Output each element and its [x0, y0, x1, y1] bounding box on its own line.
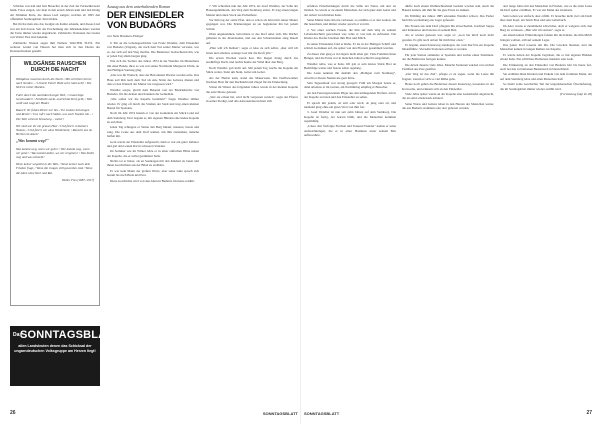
page-fold — [300, 0, 301, 424]
article-paragraph: An den Feiertagen kamen Pilger aus den umliegenden Dörfern, um in der Kapelle zu beten und den Einsiedler zu sehen. — [304, 90, 396, 100]
page-number-left: 26 — [10, 410, 16, 416]
article-paragraph: dürfte nach einem Weihnachtsabend beendet worden sein. Auch die Bauern kamen, um ihm für die gute Ernte zu danken. — [402, 4, 494, 13]
poem-stanza: Rausch' ihr fahlen Heere nur hin, / Ihr stolzen Schwingen und Reiter! / Uns ruft's nach Süden, uns nach Norden hin – / Die Welt wird ein Kreuzweg – weiter! — [16, 108, 94, 121]
article-paragraph: 2. Vor einer solchen Freude, die ihm auf dem Weg zu seinem Lebensabschnitt gewachsen war, lebte er von nun an zufrieden. Die Kinder des Dorfes brachten ihm Brot und Milch. — [304, 27, 396, 41]
article-paragraph: Für jede Station sammelte er Spenden und suchte einen Steinmetz, der die Bildstöcke fertigen konnte. — [402, 52, 494, 62]
article-paragraph: Er wurde neben der Kapelle begraben, die er mit eigenen Händen erbaut hatte. Ein schlichtes Holzkreuz markiert sein Grab. — [500, 52, 592, 62]
article-paragraph: Die Frauen aus dem Dorf pflegten ihn abwechselnd, brachten Suppe und Kräutertee und beteten an seinem Bett. — [402, 23, 494, 32]
article-paragraph: Doch Wendler gab nicht auf. Mit jedem Tag wuchs die Kapelle ein Stück weiter, Stein um Stein, Gebet um Gebet. — [206, 65, 298, 75]
article-headline: DER EINSIEDLER VON BUDAÖRS — [107, 10, 184, 31]
article-paragraph: 7. Wir schreiben nun das Jahr 1874, als Josef Wendler, der Sohn der Hauseigentümerin, den Weg zum Steinberg antrat. Er trug einen langen Mantel und einen Stock aus Eichenholz. — [206, 4, 298, 17]
article-paragraph: Sein Tagesablauf war streng geregelt: Früh am Morgen betete er, dann arbeitete er im Garten, am Nachmittag empfing er Besucher. — [304, 81, 396, 90]
left-column-3 — [206, 4, 298, 404]
right-column-1 — [304, 4, 396, 404]
sonntagsblatt-logo-box — [10, 326, 120, 386]
logo-name: SONNTAGSBLATT — [20, 329, 120, 341]
article-paragraph: Er begann, einen Kreuzweg anzulegen, der vom Dorf bis zur Kapelle hinaufführte. Vierzehn Stationen sollten es werden. — [402, 43, 494, 52]
article-paragraph: dort lange Jahre mit den Menschen in Frieden, wie es die alten Leute im Dorf später erzählten. Er war ein Mann des Glaubens. — [500, 4, 592, 13]
article-paragraph: Die Leute nannten ihn deshalb den „Heiligen vom Steinberg", obwohl er diesen Namen nie gern hörte. — [304, 71, 396, 80]
poem-refrain: „Was kommt weg?" — [16, 138, 49, 144]
article-paragraph: Nichts tat er lieber, als an Sonntagen mit den Kindern zu beten und ihnen Geschichten aus der Bibel zu erzählen. — [107, 159, 199, 168]
article-paragraph: „Das war ihr Wunsch, dass der Bub einmal Priester werden solle. Das Haus soll ihm nach dem Tod als eine Stätte des Gebetes dienen und dass er den Wunsch der Mutter nie vergessen wird." — [107, 73, 199, 87]
article-paragraph: Die Arbeit dauerte viele Jahre. Manche Stationen wurden von reichen Familien aus Pest gestiftet. — [402, 62, 494, 71]
left-footer — [10, 410, 298, 420]
article-paragraph: Er war kein Mann der großen Worte, aber seine Güte sprach sich herum bis nach Buda und Pest. — [107, 168, 199, 178]
right-column-2 — [402, 4, 494, 404]
article-paragraph: Zu dieser Zeit ging es in Ungarn nicht allen gut. Viele Familien litten Hunger, und die Ernte war in manchen Jahren schlecht ausgefallen. — [304, 51, 396, 61]
footer-brand-right: SONNTAGSBLATT — [304, 410, 340, 416]
right-page — [304, 4, 592, 408]
article-paragraph: Viele Jahre später wurde an der Kapelle eine Gedenktafel angebracht, die an sein Lebenswerk erinnert. — [402, 92, 494, 101]
right-footer — [304, 410, 592, 420]
poem-title: WILDGÄNSE RAUSCHEN DURCH DIE NACHT — [23, 61, 87, 73]
poem-body — [16, 77, 94, 182]
article-paragraph: Noch im Jahr 1874 bekam er von der Gemeinde ein Stück Land auf dem Steinberg. Dort begann er, mit eigenen Händen eine kleine Kapelle zu errichten. — [107, 111, 199, 124]
intro-paragraph: Schickte von nah und fern Besucher in der Zeit der Fernsehkrawatt heim. Fotos zeigen, wie man in den ersten Jahren kam und den Klang der Stimmen hörte, die dieses Lied sangen, welches ab 1995 den offiziellen Sonntagsblatt-Text bildete. — [10, 4, 100, 21]
article-paragraph: Sie erzählen ihren Kindern und Enkeln von dem frommen Mann, der auf dem Steinberg lebte und allen Menschen half. — [500, 72, 592, 81]
article-paragraph: Wendler sorgte, gleich dem Beispiel von der Bezirkskirche von Budaörs, für die Armen und Kranken der Gemeinde. — [107, 87, 199, 96]
article-kicker: Auszug aus dem unterhaltenden Roman — [107, 4, 171, 9]
left-column-2 — [107, 4, 199, 404]
article-paragraph: Sein Leben war einfach, aber erfüllt. Er brauchte nicht viel: ein Dach über dem Kopf, ein Stück Brot und sein Gebetbuch. — [500, 13, 592, 23]
right-column-text — [500, 4, 592, 96]
left-column-1 — [10, 4, 120, 404]
article-paragraph: In seiner Einsiedelei fand er Ruhe. Er las in der Heiligen Schrift und schrieb Gedanken auf, die später von den Pfarrern gesammelt wurden. — [304, 41, 396, 51]
logo-subtitle: allen Landsleuten denen das Schicksal der ungarndeutschen Volksgruppe am Herzen liegt! — [14, 344, 96, 353]
intro-paragraph: Zahlreiche Weisen sagen ihm Namen: WALTER FLEX. Ein weiterer Grund von Herzen hat man sich in den Dienst der Donauschwaben gestellt. — [10, 40, 100, 54]
article-paragraph: Wendler teilte, was er hatte. Oft gab er sein letztes Stück Brot an Bedürftige weiter und fastete selbst tagelang. — [304, 61, 396, 70]
article-paragraph: 6. Ein an die Lebensgeschichte von Franz Wendler, dem Einsiedler von Budaörs (Ungarn), der nach dem Tod seiner Mutter verwaist, war es, der sich auf den Weg machte. Die Budaörser beobachteten ihn, wie er jeden Tag allein bergan ging. — [107, 41, 199, 58]
article-paragraph: Vor ihm lag der steile Pfad, den er schon als Kind mit seiner Mutter gegangen war. Die Erinnerungen an sie begleiteten ihn bei jedem Schritt. — [206, 18, 298, 31]
left-page — [10, 4, 298, 408]
article-paragraph: Im Sommer wie im Winter lebte er in einer einfachen Hütte neben der Kapelle, die er selbst gezimmert hatte. — [107, 149, 199, 158]
poem-stanza: Wildgänse rauschen durch die Nacht / Mit schrillem Schrei nach Norden – / Unstete Fahrt! Habt acht, habt acht! / Die Welt ist voller Morden. — [16, 77, 92, 90]
article-paragraph: 3. Josef Wendler ist nun seit zehn Jahren auf dem Steinberg. Die Kapelle ist fertig, der Garten blüht, und die Menschen kommen regelmäßig. — [304, 110, 396, 123]
right-column-3 — [500, 4, 592, 404]
article-paragraph: „Wer sie erbaut hat, wird nicht vergessen werden", sagte der Pfarrer in seiner Predigt, und alle Anwesenden nickten still. — [206, 95, 298, 104]
footer-brand-left: SONNTAGSBLATT — [262, 410, 298, 416]
article-paragraph: Heute noch gehen die Budaörser diesen Kreuzweg, besonders in der Karwoche, und erinnern sich an den Einsiedler. — [402, 82, 494, 91]
article-byline: von Nelu Bradean-Ebinger — [107, 34, 144, 38]
right-column-text — [304, 4, 396, 137]
intro-paragraph: Bei ihr hat man also das Liedgut als Kultur erkannt, und dieses Lied war ein Teil davon. Seit der Erscheinung des Jahreskalenders werden die Texte immer wieder abgedruckt. Zahlreiche Versionen des Liedes von Walter Fiez sind bekannt. — [10, 22, 100, 40]
poem-stanza: Fahrt durch die nachtdurchwogte Welt, / Graureisige Geschwader! / Fahlhelle zuckt, und Schlachtruf gellt, / Weit wallt und wogt der Hader. — [16, 92, 93, 106]
article-paragraph: Er sprach mit jedem, ob arm oder reich, ob jung oder alt, und niemand ging ohne ein gutes Wort von ihm fort. — [304, 100, 396, 109]
right-column-text — [402, 4, 494, 110]
poem-stanza: Was kommt weg, wenn wir gehn? / Wer kommt weg, wenn wir gehn? / Was kommt dahin, wo wir vergehen? / Was bleibt weg und was entsteht? — [16, 146, 94, 160]
article-body — [107, 41, 199, 183]
article-paragraph: Im Frühling des Jahres 1885 erkrankte Wendler schwer. Das Fieber hielt ihn wochenlang ans Lager gefesselt. — [402, 13, 494, 23]
article-paragraph: „Hier will ich bleiben", sagte er leise zu sich selbst, „hier will ich beten und arbeiten, solange Gott mir die Kraft gibt." — [206, 46, 298, 55]
article-paragraph: An einem kalten Wintermorgen fanden ihn die Kinder, die ihm Milch bringen wollten, still auf seinem Lager. — [500, 33, 592, 42]
article-paragraph: Seine Worte und Gebete leben in den Herzen der Menschen weiter, die aus Budaörs stammen oder dort geboren wurden. — [402, 101, 494, 111]
article-paragraph: Diese Geschichte wird von den Alten in Budaörs bis heute erzählt. — [110, 178, 195, 183]
article-paragraph: So bleibt seine Geschichte Teil der ungarndeutschen Überlieferung, die im Sonntagsblatt immer wieder erzählt wird. — [500, 82, 592, 91]
article-paragraph: Jeden Tag schleppte er Steine den Berg hinauf, mauerte, betete und sang. Die Leute aus dem Dorf kamen, um ihm zuzusehen, manche halfen mit. — [107, 125, 199, 139]
article-paragraph: Als der Herbst kam, stand das Mauerwerk. Die Dorfbewohner brachten Holz für den Dachstuhl und Ziegel für die Eindeckung. — [206, 75, 298, 84]
article-paragraph: erfahren Entscheidungen durch die Stille der Natur, um dort zu bleiben. So wurde er zu einem Menschen, der sich ganz dem Gebet und der Arbeit verschrieben hatte. — [304, 4, 396, 17]
intro-text — [10, 4, 100, 54]
article-paragraph: Oben angekommen, betrachtete er das Dorf unter sich. Die Dächer glänzten in der Abendsonne, und aus den Schornsteinen stieg Rauch auf. — [206, 32, 298, 45]
article-paragraph: „Wie sollen wir die Kapelle bezahlen?" fragte Wendler immer wieder. Er ging oft durch die Straßen der Stadt und trug einen kleinen Beutel für Spenden. — [107, 97, 199, 110]
article-body-continued — [206, 4, 298, 104]
article-paragraph: Seine Mutter hatte ihn nie verlassen, so erzählte er es den Leuten, die ihn besuchten, und immer wieder sprach er von ihr. — [304, 18, 396, 27]
article-paragraph: Die ersten Wochen waren hart. Der Regen drang durch das notdürftige Dach, und nachts heulte der Wind über den Berg. — [206, 56, 298, 65]
article-paragraph: Gern wurde der Einsiedler aufgesucht, denn er war ein guter Zuhörer und gab den Leuten Rat in schweren Stunden. — [107, 139, 199, 148]
article-paragraph: „Der Weg ist das Ziel", pflegte er zu sagen, wenn die Leute ihn fragten, warum er sich so viel Mühe gebe. — [402, 72, 494, 81]
article-paragraph: Schon im Winter des folgenden Jahres wurde in der kleinen Kapelle die erste Messe gelesen. — [206, 85, 298, 94]
article-paragraph: „Unser drei Verfolgte Furchen und Tausend Wunder" nannte er seine Aufzeichnungen, die er in einer Holzkiste unter seinem Bett aufbewahrte. — [304, 124, 396, 138]
continuation-note: (Fortsetzung folgt im 28) — [560, 92, 592, 97]
page-number-right: 27 — [586, 410, 592, 416]
article-paragraph: Die Erinnerung an den Einsiedler von Budaörs lebt bis heute fort, auch bei den vertriebenen Budaörsern in Deutschland. — [500, 62, 592, 71]
logo-das: Das — [13, 332, 23, 338]
article-paragraph: Als er wieder genesen war, sagte er: „Gott hat mich noch nicht gerufen. Es gibt noch Arbeit für mich hier oben." — [402, 33, 494, 42]
poem-stanza: Wir sind wie ihr ein graues Heer / Und fahr'n in Kaisers Namen, / Und fahr'n wir ohne Wiederkehr, / Rauscht uns im Herbst ein Amen! — [16, 123, 93, 137]
article-paragraph: Das ganze Dorf trauerte um ihn. Die Glocken läuteten, und die Menschen kamen in langen Reihen zur Kapelle. — [500, 43, 592, 52]
poem-box — [10, 56, 100, 306]
poem-author: Walter Flex (1887–1917) — [61, 177, 94, 182]
article-paragraph: Im Alter wurde er zunehmend schwächer, doch er weigerte sich, den Berg zu verlassen. „Hier will ich sterben", sagte er. — [500, 23, 592, 32]
poem-stanza: Wenn keiner wegzieht in die Welt, / Wenn keiner nach dem Frieden fragt, / Wenn die Jungen still geworden sind / Wenn die Alten ohne Wort und Rat. — [16, 162, 93, 175]
article-paragraph: Wie sich die Tochter des Jahres 1874 in der Wendler im Mutterhaus mit einer Bande, ihrer so wie von seiner Nachbarin Margarete Uhrin, an den Heiligen Sonntag ging. — [107, 59, 199, 72]
